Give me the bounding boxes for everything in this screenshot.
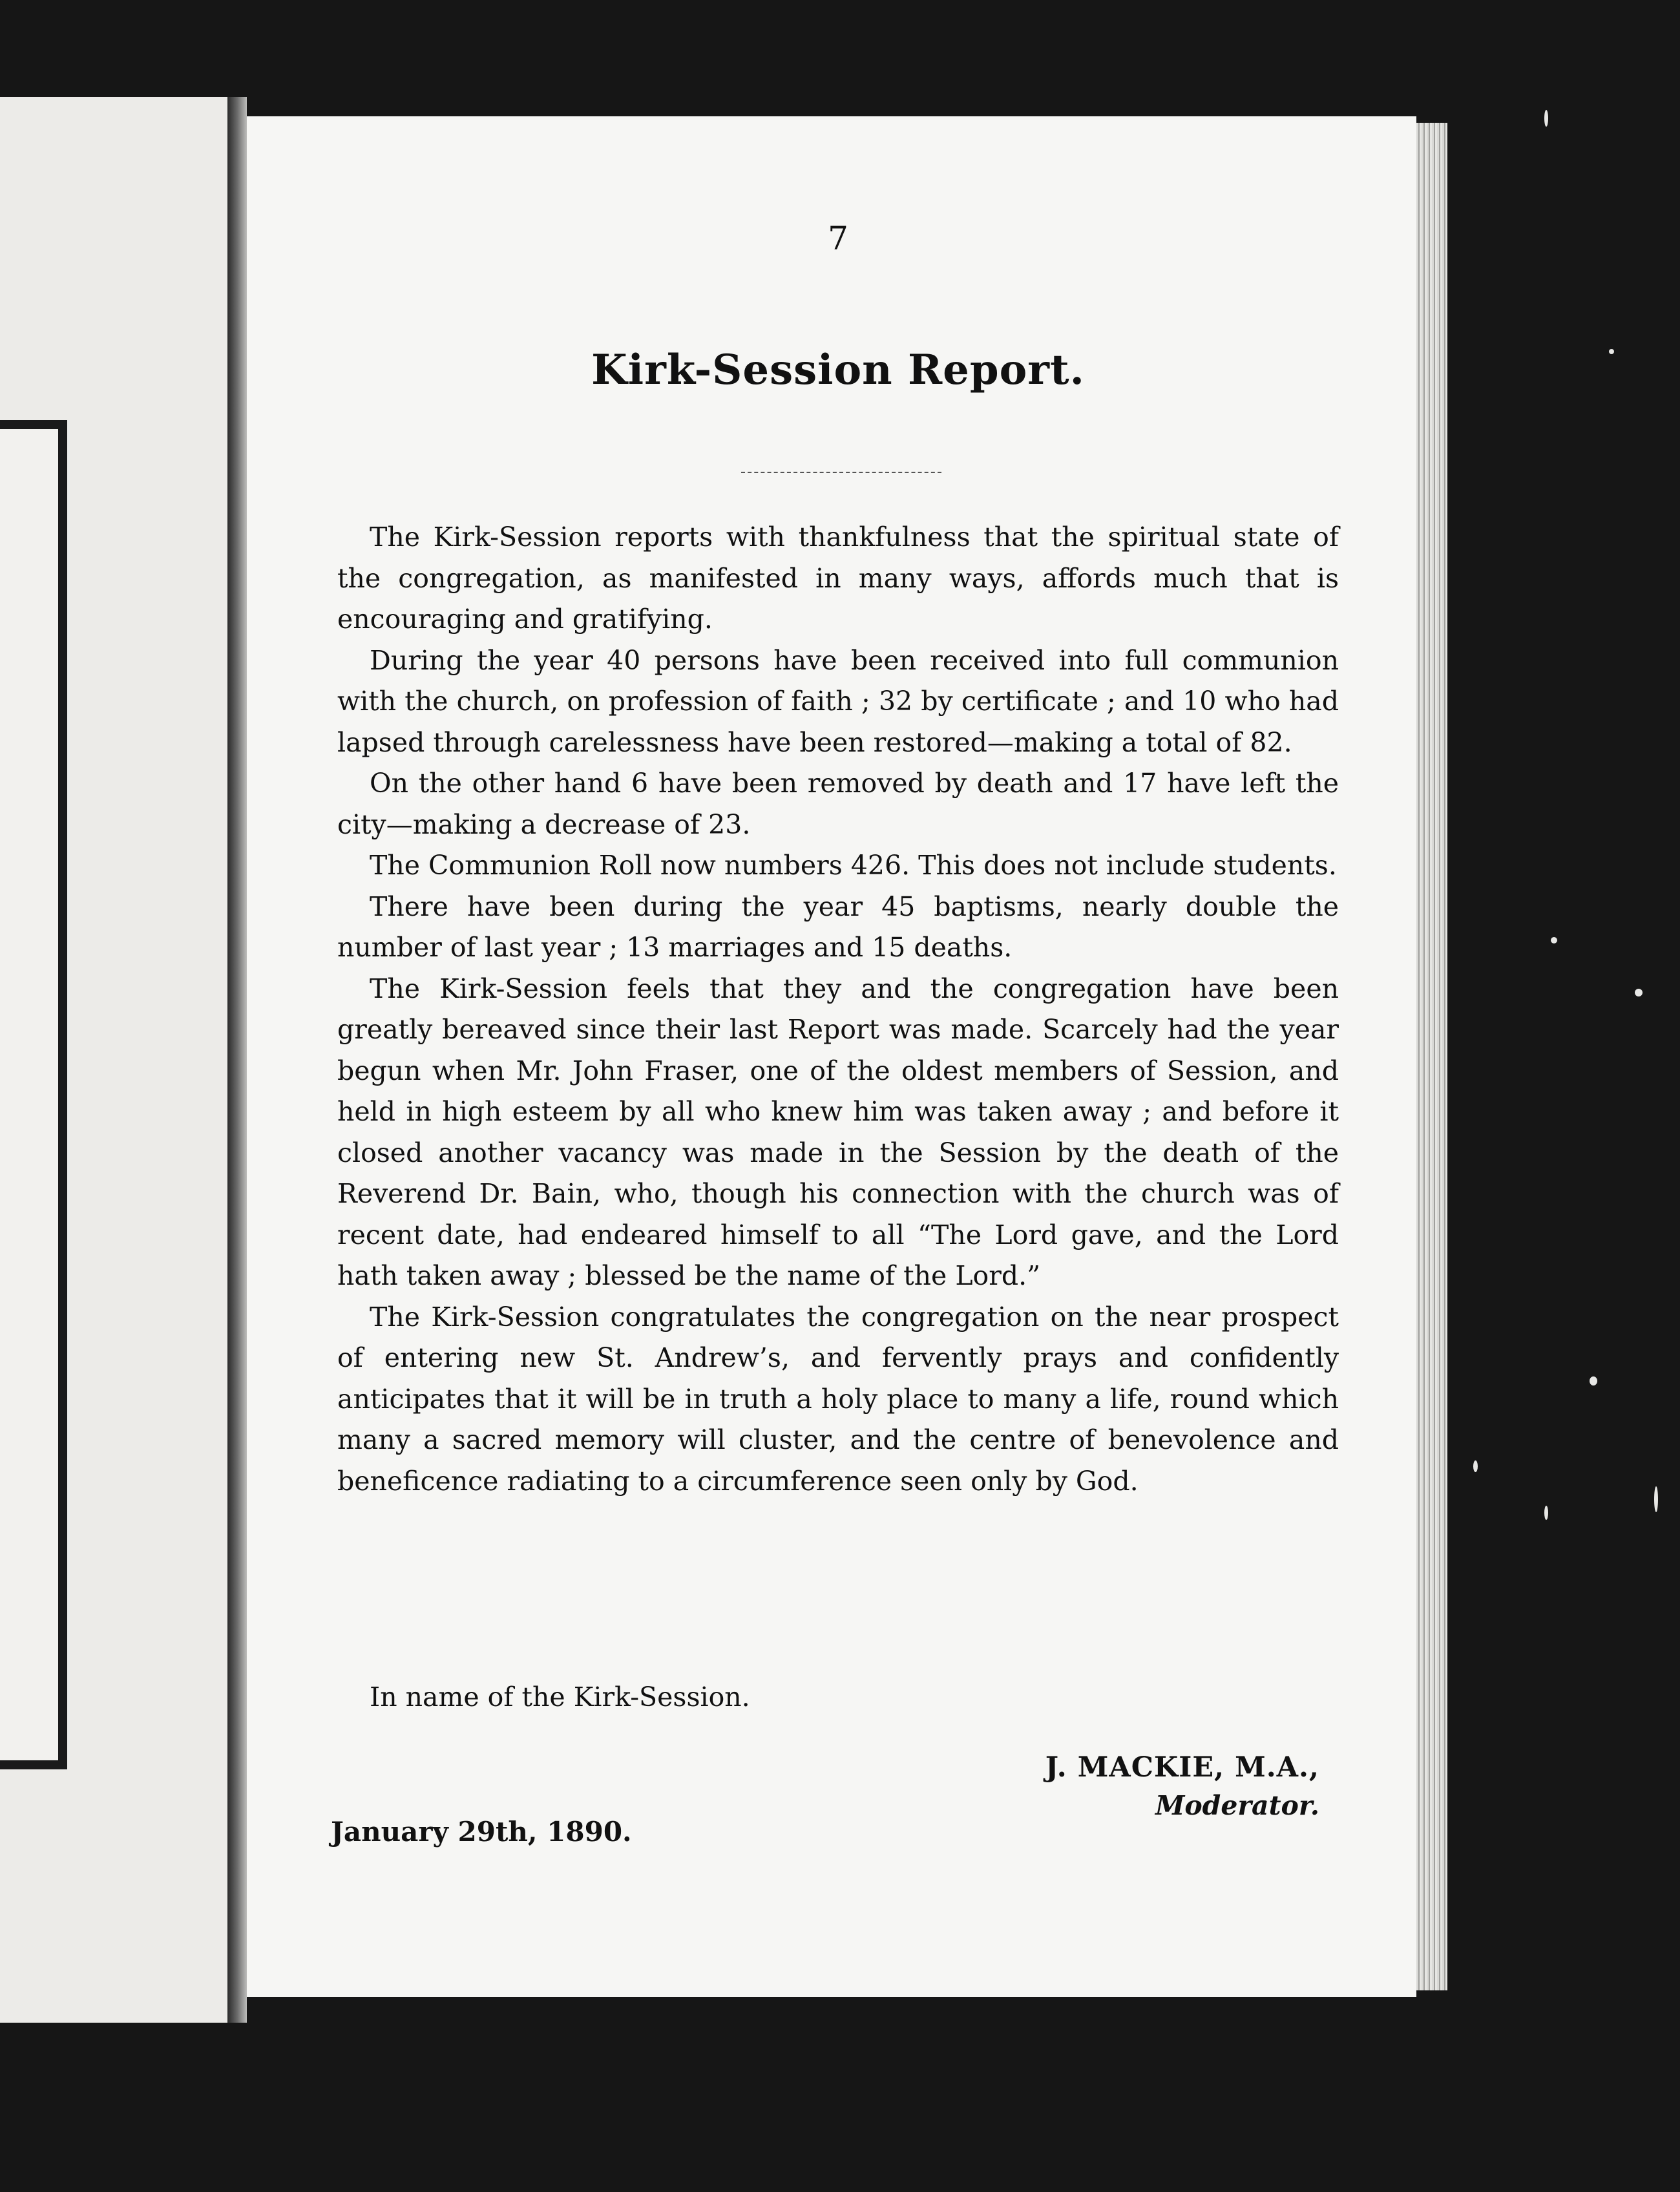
paragraph: There have been during the year 45 baptisms, nearly double the number of last year ; 13 marriages and 15 deaths. xyxy=(337,890,1339,963)
facing-page-fragment xyxy=(0,97,227,2023)
page-stack-edges xyxy=(1416,123,1447,1990)
dust-speck xyxy=(1544,1506,1548,1520)
title-divider xyxy=(741,472,941,473)
paragraph: The Communion Roll now numbers 426. This does not include students. xyxy=(370,850,1337,881)
paragraph: On the other hand 6 have been removed by death and 17 have left the city—making a decrease of 23. xyxy=(337,768,1339,840)
paragraph: During the year 40 persons have been received into full communion with the church, on profession of faith ; 32 by certificate ; and 10 who had lapsed through carelessness have been restored—making a total of 82. xyxy=(337,644,1339,758)
closing-line: In name of the Kirk-Session. xyxy=(370,1681,750,1712)
dust-speck xyxy=(1635,989,1643,996)
page-title: Kirk-Session Report. xyxy=(591,346,1085,394)
facing-page-border-frame xyxy=(0,420,67,1769)
paragraph: The Kirk-Session reports with thankfulness that the spiritual state of the congregation, as manifested in many ways, affords much that is encouraging and gratifying. xyxy=(337,522,1339,635)
paragraph: The Kirk-Session feels that they and the congregation have been greatly bereaved since their last Report was made. Scarcely had the year begun when Mr. John Fraser, one of the oldest members of Session, and held in high esteem by all who knew him was taken away ; and before it closed another vacancy was made in the Session by the death of the Reverend Dr. Bain, who, though his connection with the church was of recent date, had endeared himself to all “The Lord gave, and the Lord hath taken away ; blessed be the name of the Lord.” xyxy=(337,973,1339,1291)
signature-block xyxy=(1045,1748,1319,1824)
page-7 xyxy=(247,116,1416,1997)
report-body xyxy=(337,517,1339,1502)
dust-speck xyxy=(1609,349,1614,354)
signatory-name: J. MACKIE, M.A., xyxy=(1045,1751,1319,1784)
page-number: 7 xyxy=(828,220,848,257)
signatory-title: Moderator. xyxy=(1155,1790,1319,1821)
dust-speck xyxy=(1473,1460,1478,1472)
report-date: January 29th, 1890. xyxy=(331,1816,632,1848)
dust-speck xyxy=(1590,1376,1597,1386)
paragraph: The Kirk-Session congratulates the congregation on the near prospect of entering new St. Andrew’s, and fervently prays and confidently anticipates that it will be in truth a holy place to many a life, round which many a sacred memory will cluster, and the centre of benevolence and beneficence radiating to a circumference seen only by God. xyxy=(337,1301,1339,1497)
dust-speck xyxy=(1544,110,1548,127)
dust-speck xyxy=(1654,1486,1658,1512)
book-gutter xyxy=(227,97,247,2023)
dust-speck xyxy=(1551,937,1557,943)
